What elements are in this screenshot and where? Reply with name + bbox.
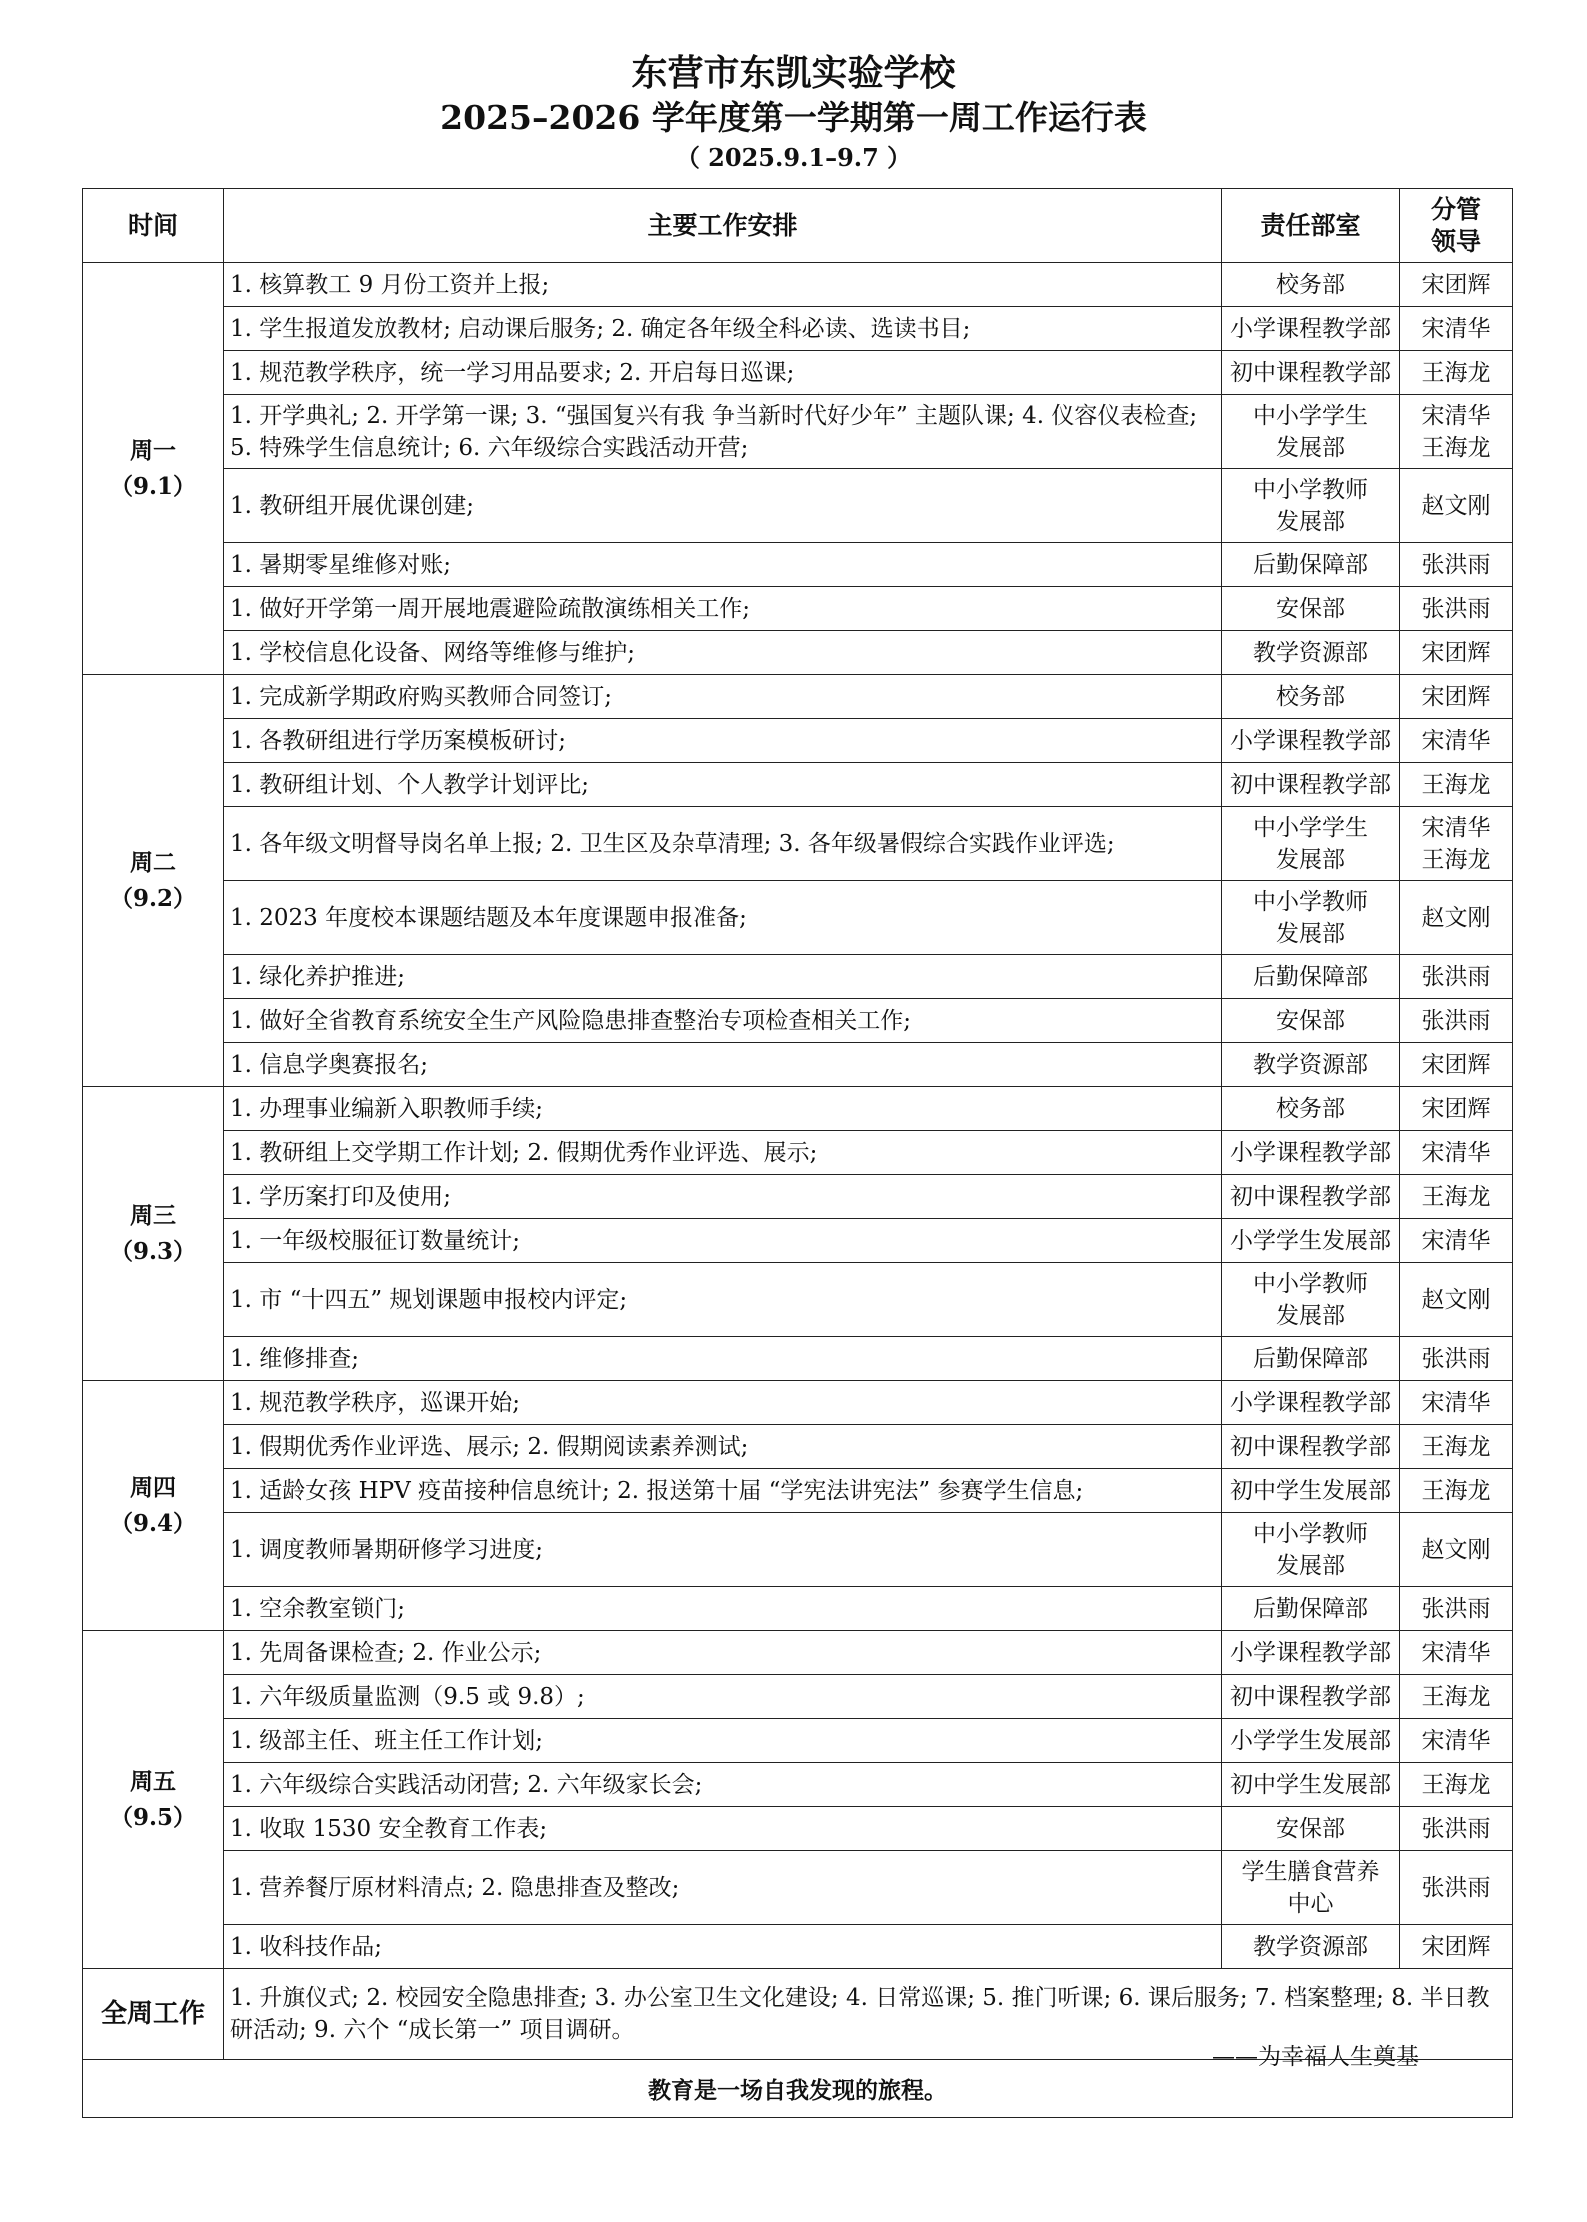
leader-line: 张洪雨 — [1421, 963, 1491, 990]
leader-cell — [1400, 307, 1513, 351]
table-row — [83, 1425, 1513, 1469]
dept-line: 中小学教师 — [1253, 476, 1368, 503]
table-row — [83, 469, 1513, 543]
day-date: （9.5） — [109, 1803, 196, 1831]
leader-line: 赵文刚 — [1421, 1286, 1491, 1313]
task-cell: 1. 调度教师暑期研修学习进度; — [224, 1513, 1222, 1587]
document-header — [0, 50, 1587, 176]
leader-cell — [1400, 807, 1513, 881]
leader-cell — [1400, 1219, 1513, 1263]
task-cell: 1. 维修排查; — [224, 1337, 1222, 1381]
dept-cell — [1222, 881, 1400, 955]
dept-cell — [1222, 1131, 1400, 1175]
dept-cell — [1222, 587, 1400, 631]
task-cell: 1. 学历案打印及使用; — [224, 1175, 1222, 1219]
task-cell: 1. 假期优秀作业评选、展示; 2. 假期阅读素养测试; — [224, 1425, 1222, 1469]
table-row — [83, 1175, 1513, 1219]
day-date: （9.4） — [109, 1509, 196, 1537]
day-cell — [83, 675, 224, 1087]
task-cell: 1. 收科技作品; — [224, 1925, 1222, 1969]
leader-line: 宋团辉 — [1421, 1051, 1491, 1078]
dept-line: 后勤保障部 — [1253, 1345, 1368, 1372]
leader-line: 宋团辉 — [1421, 271, 1491, 298]
leader-cell — [1400, 631, 1513, 675]
dept-cell — [1222, 1263, 1400, 1337]
day-name: 周五 — [130, 1767, 176, 1795]
table-row — [83, 1381, 1513, 1425]
leader-line: 宋清华 — [1421, 814, 1491, 841]
dept-line: 小学课程教学部 — [1230, 1639, 1391, 1666]
header-leader-line2: 领导 — [1430, 226, 1481, 256]
leader-cell — [1400, 1087, 1513, 1131]
dept-cell — [1222, 1043, 1400, 1087]
leader-cell — [1400, 469, 1513, 543]
document-title: 2025–2026 学年度第一学期第一周工作运行表 — [440, 98, 1147, 137]
leader-line: 宋清华 — [1421, 1727, 1491, 1754]
dept-line: 发展部 — [1276, 508, 1345, 535]
table-row — [83, 881, 1513, 955]
date-range: （ 2025.9.1–9.7 ） — [675, 143, 912, 172]
task-cell: 1. 做好全省教育系统安全生产风险隐患排查整治专项检查相关工作; — [224, 999, 1222, 1043]
dept-line: 学生膳食营养 — [1241, 1858, 1380, 1885]
leader-cell — [1400, 1425, 1513, 1469]
task-cell: 1. 规范教学秩序，巡课开始; — [224, 1381, 1222, 1425]
leader-cell — [1400, 719, 1513, 763]
schedule-table — [82, 188, 1513, 2118]
leader-cell — [1400, 675, 1513, 719]
header-time: 时间 — [83, 189, 224, 263]
task-cell: 1. 开学典礼; 2. 开学第一课; 3. “强国复兴有我 争当新时代好少年” 主题队课; 4. 仪容仪表检查; 5. 特殊学生信息统计; 6. 六年级综合实践活动开营; — [224, 395, 1222, 469]
schedule-body — [83, 263, 1513, 1969]
dept-line: 初中课程教学部 — [1230, 359, 1391, 386]
dept-line: 中小学学生 — [1253, 814, 1368, 841]
dept-cell — [1222, 1469, 1400, 1513]
dept-cell — [1222, 1381, 1400, 1425]
leader-cell — [1400, 1763, 1513, 1807]
header-leader — [1400, 189, 1513, 263]
table-row — [83, 307, 1513, 351]
table-row — [83, 1719, 1513, 1763]
task-cell: 1. 一年级校服征订数量统计; — [224, 1219, 1222, 1263]
leader-cell — [1400, 1131, 1513, 1175]
leader-line: 张洪雨 — [1421, 595, 1491, 622]
task-cell: 1. 规范教学秩序，统一学习用品要求; 2. 开启每日巡课; — [224, 351, 1222, 395]
leader-line: 赵文刚 — [1421, 904, 1491, 931]
table-row — [83, 1631, 1513, 1675]
leader-cell — [1400, 1381, 1513, 1425]
leader-line: 宋清华 — [1421, 1389, 1491, 1416]
leader-line: 宋团辉 — [1421, 639, 1491, 666]
dept-line: 教学资源部 — [1253, 639, 1368, 666]
leader-line: 张洪雨 — [1421, 1874, 1491, 1901]
footer-slogan: ——为幸福人生奠基 — [1212, 2044, 1419, 2070]
task-cell: 1. 2023 年度校本课题结题及本年度课题申报准备; — [224, 881, 1222, 955]
dept-cell — [1222, 1175, 1400, 1219]
leader-line: 宋清华 — [1421, 727, 1491, 754]
table-row — [83, 675, 1513, 719]
day-name: 周三 — [130, 1201, 176, 1229]
task-cell: 1. 空余教室锁门; — [224, 1587, 1222, 1631]
leader-line: 王海龙 — [1421, 1183, 1491, 1210]
dept-cell — [1222, 1719, 1400, 1763]
dept-cell — [1222, 1513, 1400, 1587]
dept-line: 中心 — [1287, 1890, 1334, 1917]
dept-cell — [1222, 395, 1400, 469]
motto-text: 教育是一场自我发现的旅程。 — [83, 2060, 1513, 2118]
dept-line: 初中课程教学部 — [1230, 1683, 1391, 1710]
task-cell: 1. 教研组上交学期工作计划; 2. 假期优秀作业评选、展示; — [224, 1131, 1222, 1175]
table-row — [83, 955, 1513, 999]
table-row — [83, 1513, 1513, 1587]
leader-cell — [1400, 999, 1513, 1043]
header-dept: 责任部室 — [1222, 189, 1400, 263]
task-cell: 1. 办理事业编新入职教师手续; — [224, 1087, 1222, 1131]
leader-cell — [1400, 1469, 1513, 1513]
leader-line: 张洪雨 — [1421, 1007, 1491, 1034]
dept-line: 发展部 — [1276, 1302, 1345, 1329]
table-row — [83, 1469, 1513, 1513]
leader-line: 王海龙 — [1421, 359, 1491, 386]
task-cell: 1. 级部主任、班主任工作计划; — [224, 1719, 1222, 1763]
leader-line: 王海龙 — [1421, 771, 1491, 798]
day-cell — [83, 1631, 224, 1969]
leader-cell — [1400, 1513, 1513, 1587]
leader-line: 张洪雨 — [1421, 551, 1491, 578]
dept-line: 中小学教师 — [1253, 1520, 1368, 1547]
day-name: 周四 — [130, 1473, 176, 1501]
table-row — [83, 587, 1513, 631]
leader-line: 宋团辉 — [1421, 1095, 1491, 1122]
task-cell: 1. 各年级文明督导岗名单上报; 2. 卫生区及杂草清理; 3. 各年级暑假综合实践作业评选; — [224, 807, 1222, 881]
dept-cell — [1222, 955, 1400, 999]
dept-line: 小学课程教学部 — [1230, 1389, 1391, 1416]
header-leader-line1: 分管 — [1430, 194, 1481, 224]
dept-line: 小学学生发展部 — [1230, 1727, 1391, 1754]
leader-line: 张洪雨 — [1421, 1345, 1491, 1372]
dept-cell — [1222, 1851, 1400, 1925]
task-cell: 1. 各教研组进行学历案模板研讨; — [224, 719, 1222, 763]
task-cell: 1. 教研组开展优课创建; — [224, 469, 1222, 543]
leader-line: 赵文刚 — [1421, 1536, 1491, 1563]
dept-cell — [1222, 675, 1400, 719]
dept-line: 初中课程教学部 — [1230, 1183, 1391, 1210]
table-row — [83, 351, 1513, 395]
dept-cell — [1222, 1631, 1400, 1675]
leader-line: 宋清华 — [1421, 1227, 1491, 1254]
task-cell: 1. 六年级质量监测（9.5 或 9.8）; — [224, 1675, 1222, 1719]
leader-line: 宋清华 — [1421, 1639, 1491, 1666]
dept-cell — [1222, 999, 1400, 1043]
dept-line: 后勤保障部 — [1253, 551, 1368, 578]
table-row — [83, 1587, 1513, 1631]
day-date: （9.3） — [109, 1237, 196, 1265]
dept-cell — [1222, 1219, 1400, 1263]
table-row — [83, 763, 1513, 807]
dept-cell — [1222, 1425, 1400, 1469]
leader-cell — [1400, 1719, 1513, 1763]
dept-line: 小学课程教学部 — [1230, 727, 1391, 754]
leader-cell — [1400, 1175, 1513, 1219]
dept-line: 中小学教师 — [1253, 1270, 1368, 1297]
dept-line: 安保部 — [1276, 595, 1345, 622]
school-name: 东营市东凯实验学校 — [631, 52, 956, 94]
leader-cell — [1400, 587, 1513, 631]
leader-cell — [1400, 1925, 1513, 1969]
dept-line: 发展部 — [1276, 846, 1345, 873]
task-cell: 1. 做好开学第一周开展地震避险疏散演练相关工作; — [224, 587, 1222, 631]
dept-cell — [1222, 1587, 1400, 1631]
table-row — [83, 1131, 1513, 1175]
dept-line: 初中学生发展部 — [1230, 1771, 1391, 1798]
table-row — [83, 1087, 1513, 1131]
all-week-label: 全周工作 — [83, 1969, 224, 2060]
leader-line: 王海龙 — [1421, 1771, 1491, 1798]
day-cell — [83, 1087, 224, 1381]
leader-line: 王海龙 — [1421, 846, 1491, 873]
table-row — [83, 631, 1513, 675]
dept-line: 初中课程教学部 — [1230, 1433, 1391, 1460]
table-row — [83, 1043, 1513, 1087]
day-cell — [83, 1381, 224, 1631]
dept-line: 校务部 — [1276, 683, 1345, 710]
dept-cell — [1222, 807, 1400, 881]
day-date: （9.2） — [109, 884, 196, 912]
dept-line: 初中课程教学部 — [1230, 771, 1391, 798]
leader-line: 王海龙 — [1421, 1683, 1491, 1710]
leader-cell — [1400, 955, 1513, 999]
task-cell: 1. 完成新学期政府购买教师合同签订; — [224, 675, 1222, 719]
task-cell: 1. 核算教工 9 月份工资并上报; — [224, 263, 1222, 307]
day-name: 周二 — [130, 848, 176, 876]
dept-cell — [1222, 543, 1400, 587]
dept-cell — [1222, 631, 1400, 675]
leader-line: 张洪雨 — [1421, 1595, 1491, 1622]
dept-cell — [1222, 1925, 1400, 1969]
all-week-tasks: 1. 升旗仪式; 2. 校园安全隐患排查; 3. 办公室卫生文化建设; 4. 日常巡课; 5. 推门听课; 6. 课后服务; 7. 档案整理; 8. 半日教研活动; 9. 六个 “成长第一” 项目调研。 — [224, 1969, 1513, 2060]
leader-cell — [1400, 1337, 1513, 1381]
table-row — [83, 1263, 1513, 1337]
dept-cell — [1222, 351, 1400, 395]
day-name: 周一 — [130, 436, 176, 464]
table-row — [83, 807, 1513, 881]
leader-cell — [1400, 881, 1513, 955]
task-cell: 1. 绿化养护推进; — [224, 955, 1222, 999]
dept-cell — [1222, 1087, 1400, 1131]
day-date: （9.1） — [109, 472, 196, 500]
leader-cell — [1400, 1263, 1513, 1337]
table-row — [83, 999, 1513, 1043]
leader-cell — [1400, 1675, 1513, 1719]
table-row — [83, 1763, 1513, 1807]
dept-line: 校务部 — [1276, 1095, 1345, 1122]
dept-cell — [1222, 1337, 1400, 1381]
leader-line: 宋团辉 — [1421, 683, 1491, 710]
leader-line: 王海龙 — [1421, 1477, 1491, 1504]
leader-line: 张洪雨 — [1421, 1815, 1491, 1842]
leader-cell — [1400, 1807, 1513, 1851]
leader-cell — [1400, 1043, 1513, 1087]
task-cell: 1. 营养餐厅原材料清点; 2. 隐患排查及整改; — [224, 1851, 1222, 1925]
dept-cell — [1222, 1807, 1400, 1851]
task-cell: 1. 暑期零星维修对账; — [224, 543, 1222, 587]
dept-line: 小学课程教学部 — [1230, 1139, 1391, 1166]
table-row — [83, 395, 1513, 469]
task-cell: 1. 学校信息化设备、网络等维修与维护; — [224, 631, 1222, 675]
dept-cell — [1222, 1763, 1400, 1807]
leader-line: 宋清华 — [1421, 315, 1491, 342]
dept-cell — [1222, 1675, 1400, 1719]
dept-line: 教学资源部 — [1253, 1933, 1368, 1960]
table-row — [83, 543, 1513, 587]
table-row — [83, 1851, 1513, 1925]
table-row — [83, 263, 1513, 307]
dept-line: 小学课程教学部 — [1230, 315, 1391, 342]
dept-line: 中小学教师 — [1253, 888, 1368, 915]
day-cell — [83, 263, 224, 675]
dept-cell — [1222, 307, 1400, 351]
header-task: 主要工作安排 — [224, 189, 1222, 263]
leader-cell — [1400, 763, 1513, 807]
leader-line: 王海龙 — [1421, 434, 1491, 461]
task-cell: 1. 教研组计划、个人教学计划评比; — [224, 763, 1222, 807]
dept-line: 安保部 — [1276, 1007, 1345, 1034]
table-row — [83, 1807, 1513, 1851]
dept-cell — [1222, 719, 1400, 763]
table-row — [83, 1925, 1513, 1969]
dept-line: 安保部 — [1276, 1815, 1345, 1842]
dept-line: 校务部 — [1276, 271, 1345, 298]
leader-line: 赵文刚 — [1421, 492, 1491, 519]
dept-cell — [1222, 763, 1400, 807]
task-cell: 1. 学生报道发放教材; 启动课后服务; 2. 确定各年级全科必读、选读书目; — [224, 307, 1222, 351]
table-row — [83, 719, 1513, 763]
leader-cell — [1400, 543, 1513, 587]
task-cell: 1. 信息学奥赛报名; — [224, 1043, 1222, 1087]
dept-line: 发展部 — [1276, 434, 1345, 461]
dept-cell — [1222, 469, 1400, 543]
leader-cell — [1400, 395, 1513, 469]
dept-line: 后勤保障部 — [1253, 1595, 1368, 1622]
task-cell: 1. 适龄女孩 HPV 疫苗接种信息统计; 2. 报送第十届 “学宪法讲宪法” 参赛学生信息; — [224, 1469, 1222, 1513]
leader-cell — [1400, 1851, 1513, 1925]
leader-line: 宋团辉 — [1421, 1933, 1491, 1960]
dept-cell — [1222, 263, 1400, 307]
task-cell: 1. 收取 1530 安全教育工作表; — [224, 1807, 1222, 1851]
dept-line: 初中学生发展部 — [1230, 1477, 1391, 1504]
dept-line: 发展部 — [1276, 1552, 1345, 1579]
table-header-row — [83, 189, 1513, 263]
leader-cell — [1400, 1631, 1513, 1675]
task-cell: 1. 六年级综合实践活动闭营; 2. 六年级家长会; — [224, 1763, 1222, 1807]
leader-cell — [1400, 1587, 1513, 1631]
leader-line: 宋清华 — [1421, 1139, 1491, 1166]
task-cell: 1. 市 “十四五” 规划课题申报校内评定; — [224, 1263, 1222, 1337]
dept-line: 教学资源部 — [1253, 1051, 1368, 1078]
dept-line: 小学学生发展部 — [1230, 1227, 1391, 1254]
leader-cell — [1400, 351, 1513, 395]
leader-line: 王海龙 — [1421, 1433, 1491, 1460]
table-row — [83, 1219, 1513, 1263]
dept-line: 后勤保障部 — [1253, 963, 1368, 990]
leader-line: 宋清华 — [1421, 402, 1491, 429]
table-row — [83, 1675, 1513, 1719]
dept-line: 中小学学生 — [1253, 402, 1368, 429]
table-row — [83, 1337, 1513, 1381]
task-cell: 1. 先周备课检查; 2. 作业公示; — [224, 1631, 1222, 1675]
dept-line: 发展部 — [1276, 920, 1345, 947]
leader-cell — [1400, 263, 1513, 307]
